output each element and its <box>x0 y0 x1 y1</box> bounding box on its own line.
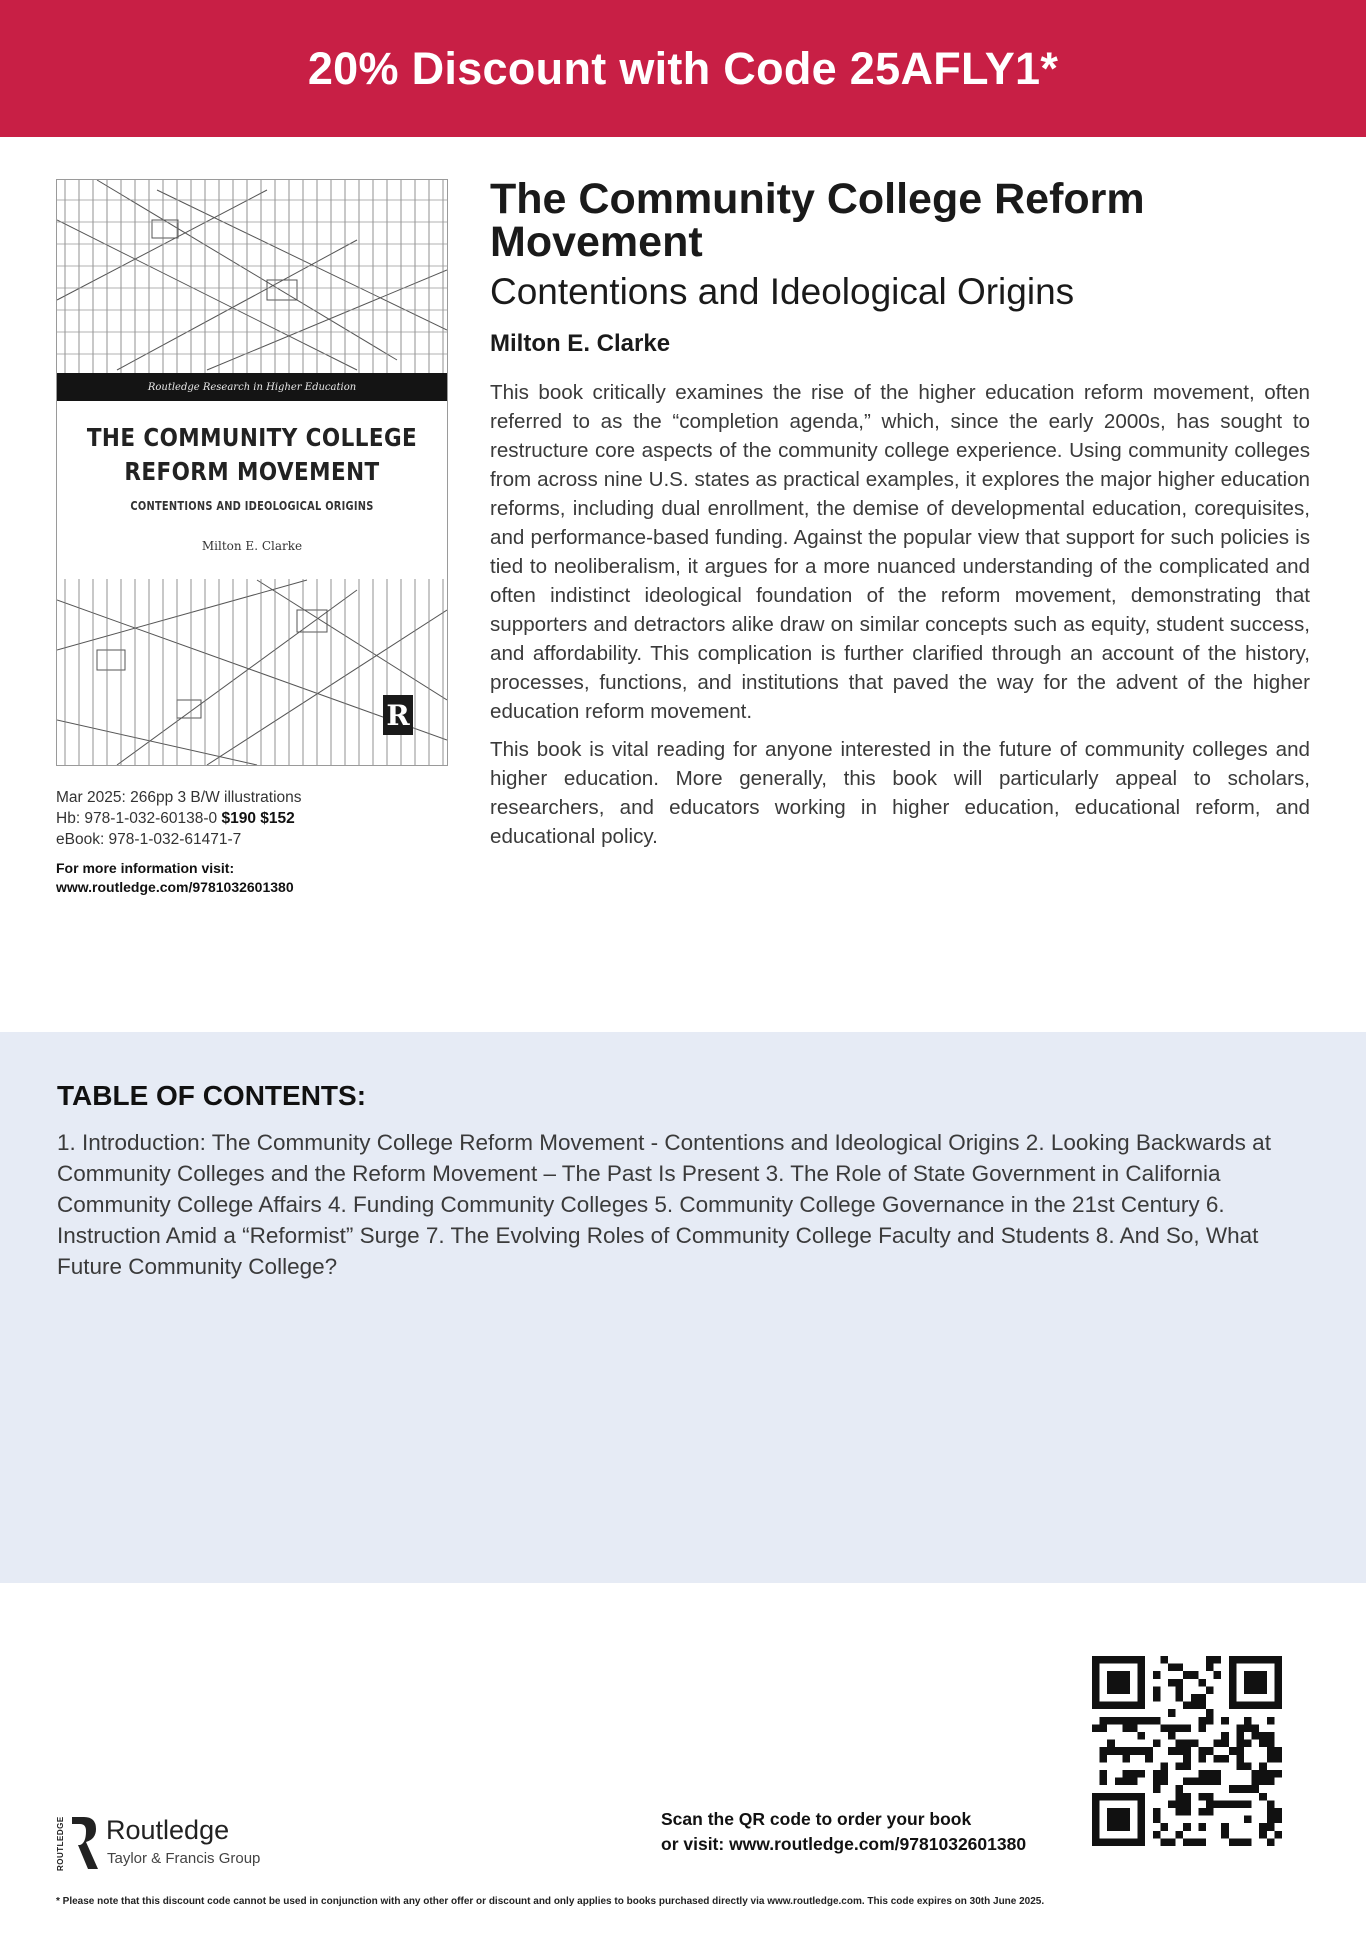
discount-banner <box>0 0 1366 137</box>
cover-title-line1: THE COMMUNITY COLLEGE <box>86 423 418 452</box>
book-author: Milton E. Clarke <box>490 330 671 357</box>
book-title: The Community College Reform Movement <box>490 175 1145 266</box>
more-info <box>56 859 376 897</box>
scan-instructions <box>661 1807 1026 1857</box>
description-paragraph: This book critically examines the rise of the higher education reform movement, often referred to as the “completion agenda,” which, since the early 2000s, has sought to restructure core aspects of the community college experience. Using community colleges from across nine U.S. states as practical examples, it explores the major higher education reforms, including dual enrollment, the demise of developmental education, corequisites, and performance-based funding. Against the popular view that support for such policies is tied to neoliberalism, it argues for a more nuanced understanding of the complicated and often indistinct ideological foundation of the reform movement, demonstrating that supporters and detractors alike draw on similar concepts such as equity, student success, and affordability. This complication is further clarified through an account of the history, processes, functions, and institutions that paved the way for the advent of the higher education reform movement. <box>490 381 1310 723</box>
cover-author: Milton E. Clarke <box>201 539 303 553</box>
meta-hardback <box>56 808 376 829</box>
meta-publication: Mar 2025: 266pp 3 B/W illustrations <box>56 789 302 806</box>
qr-code-icon[interactable] <box>1092 1656 1282 1846</box>
description-paragraph: This book is vital reading for anyone interested in the future of community colleges and higher education. More generally, this book will particularly appeal to scholars, researchers, and educators working in higher education, educational reform, and educational policy. <box>490 738 1310 848</box>
more-info-link[interactable]: www.routledge.com/9781032601380 <box>56 879 294 895</box>
cover-series-band <box>57 373 447 401</box>
toc-heading: TABLE OF CONTENTS: <box>57 1080 367 1111</box>
routledge-logo <box>56 1813 296 1873</box>
book-details <box>490 175 1310 860</box>
logo-name: Routledge <box>106 1815 230 1845</box>
price-new: $152 <box>260 810 295 827</box>
book-meta <box>56 787 376 897</box>
routledge-r-icon <box>68 1815 100 1871</box>
discount-text: 20% Discount with Code 25AFLY1* <box>307 42 1059 94</box>
book-subtitle: Contentions and Ideological Origins <box>490 271 1075 312</box>
cover-title-block <box>57 401 447 579</box>
cover-series-name: Routledge Research in Higher Education <box>147 381 357 393</box>
price-old: $190 <box>221 810 256 827</box>
cover-subtitle: CONTENTIONS AND IDEOLOGICAL ORIGINS <box>130 499 374 513</box>
logo-subtitle: Taylor & Francis Group <box>107 1850 261 1867</box>
cover-publisher-logo: R <box>383 695 413 735</box>
scan-line2[interactable]: or visit: www.routledge.com/9781032601380 <box>661 1834 1027 1854</box>
book-description <box>490 378 1310 851</box>
more-info-label: For more information visit: <box>56 860 235 876</box>
book-cover <box>56 179 448 766</box>
logo-side-text: ROUTLEDGE <box>56 1816 65 1871</box>
toc-chapters: 1. Introduction: The Community College Reform Movement - Contentions and Ideological Origins 2. Looking Backwards at Community Colleges and the Reform Movement – The Past Is Present 3. The Role of State Government in California Community College Affairs 4. Funding Community Colleges 5. Community College Governance in the 21st Century 6. Instruction Amid a “Reformist” Surge 7. The Evolving Roles of Community College Faculty and Students 8. And So, What Future Community College? <box>57 1130 1271 1279</box>
disclaimer: * Please note that this discount code cannot be used in conjunction with any other offer or discount and only applies to books purchased directly via www.routledge.com. This code expires on 30th June 2025. <box>56 1896 1045 1907</box>
scan-line1: Scan the QR code to order your book <box>661 1809 972 1829</box>
meta-ebook: eBook: 978-1-032-61471-7 <box>56 831 242 848</box>
cover-title-line2: REFORM MOVEMENT <box>124 457 380 486</box>
cover-title <box>84 421 419 489</box>
hardback-isbn: Hb: 978-1-032-60138-0 <box>56 810 218 827</box>
table-of-contents <box>0 1032 1366 1583</box>
